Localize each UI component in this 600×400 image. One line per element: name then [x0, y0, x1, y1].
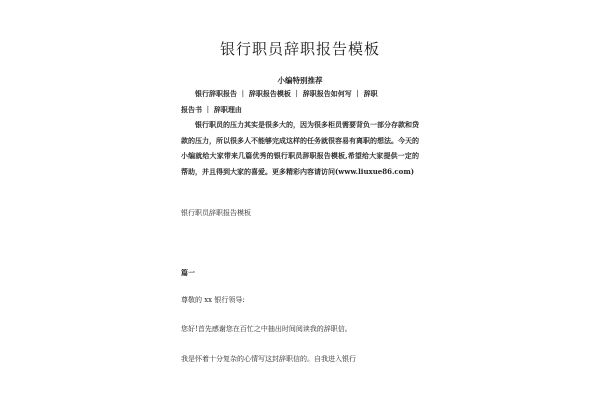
- greeting-line: 您好!首先感谢您在百忙之中抽出时间阅读我的辞职信。: [181, 325, 352, 333]
- opening-line: 我是怀着十分复杂的心情写这封辞职信的。自我进入银行: [181, 355, 356, 363]
- related-links-line[interactable]: 报告书 ｜ 辞职理由: [181, 104, 242, 114]
- part-label: 篇一: [181, 268, 195, 277]
- related-links-block: [181, 86, 419, 179]
- recommend-heading: 小编特别推荐: [277, 76, 323, 85]
- related-links-line[interactable]: 银行辞职报告 ｜ 辞职报告模板 ｜ 辞职报告如何写 ｜ 辞职: [195, 89, 378, 98]
- salutation: 尊敬的 xx 银行领导:: [181, 296, 245, 304]
- intro-paragraph: 银行职员的压力其实是很多大的，因为很多柜员需要背负一部分存款和贷款的压力，所以很多人不能够完成这样的任务就很容易有离职的想法。今天的小编就给大家带来几篇优秀的银行职员辞职报告模板,希望给大家提供一定的帮助，并且得到大家的喜爱。更多精彩内容请访问(www.liuxue86.com): [181, 120, 419, 176]
- section-title: 银行职员辞职报告模板: [181, 209, 251, 217]
- document-title: 银行职员辞职报告模板: [219, 40, 380, 58]
